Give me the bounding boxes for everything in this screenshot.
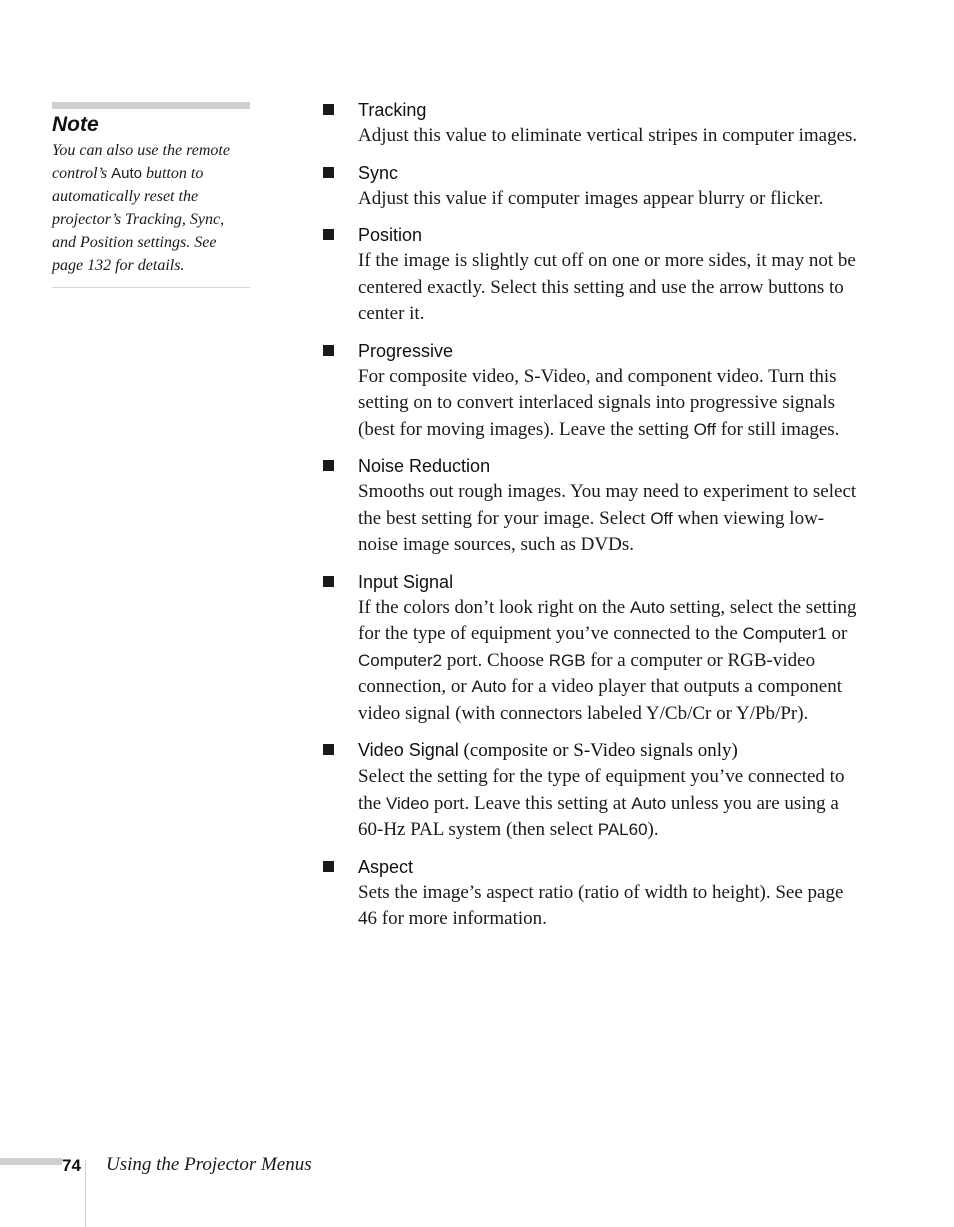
item-description bbox=[358, 479, 862, 559]
list-item-noise-reduction bbox=[322, 453, 862, 559]
ui-term: Auto bbox=[111, 165, 142, 182]
list-item-aspect bbox=[322, 854, 862, 933]
ui-term: Auto bbox=[631, 793, 667, 813]
item-description bbox=[358, 764, 862, 844]
item-description bbox=[358, 248, 862, 328]
text-run: for still images. bbox=[715, 418, 840, 440]
item-description bbox=[358, 364, 862, 444]
ui-term: Auto bbox=[471, 677, 507, 696]
item-title: Progressive bbox=[358, 340, 454, 361]
item-description bbox=[358, 186, 862, 213]
section-title: Using the Projector Menus bbox=[106, 1154, 312, 1175]
square-bullet-icon bbox=[323, 460, 334, 471]
ui-term: Computer1 bbox=[742, 624, 827, 643]
text-run: or bbox=[826, 623, 848, 644]
square-bullet-icon bbox=[323, 861, 334, 872]
ui-term: PAL60 bbox=[597, 820, 648, 839]
item-title: Sync bbox=[358, 162, 399, 183]
note-title: Note bbox=[52, 113, 99, 136]
text-run: Sets the image’s aspect ratio (ratio of width to height). See page 46 for more information. bbox=[358, 881, 844, 929]
page-number: 74 bbox=[62, 1156, 81, 1175]
list-item-input-signal bbox=[322, 569, 862, 728]
text-run: button to automatically reset the projector’s Tracking, Sync, and Position settings. See page 132 for details. bbox=[52, 165, 225, 274]
text-run: port. Choose bbox=[442, 649, 549, 671]
text-run: unless you are using a 60-Hz PAL system (then select bbox=[358, 792, 839, 840]
item-description bbox=[358, 880, 862, 933]
footer-divider bbox=[85, 1160, 86, 1227]
ui-term: RGB bbox=[548, 650, 586, 670]
text-run: Adjust this value to eliminate vertical stripes in computer images. bbox=[358, 125, 858, 146]
square-bullet-icon bbox=[323, 345, 334, 356]
list-item-video-signal bbox=[322, 737, 862, 844]
text-run: If the colors don’t look right on the bbox=[358, 596, 630, 618]
square-bullet-icon bbox=[323, 229, 334, 240]
item-title: Input Signal bbox=[358, 571, 454, 592]
text-run: Select the setting for the type of equipment you’ve connected to the bbox=[358, 766, 845, 814]
item-description bbox=[358, 123, 862, 150]
note-sidebar bbox=[52, 102, 250, 288]
list-item-progressive bbox=[322, 338, 862, 444]
list-item-sync bbox=[322, 160, 862, 213]
item-title: Tracking bbox=[358, 100, 427, 120]
note-body bbox=[52, 139, 250, 277]
square-bullet-icon bbox=[323, 167, 334, 178]
item-title: Position bbox=[358, 225, 423, 245]
ui-term: Off bbox=[693, 419, 716, 439]
note-top-bar bbox=[52, 102, 250, 109]
item-description bbox=[358, 595, 862, 728]
square-bullet-icon bbox=[323, 104, 334, 115]
text-run: ). bbox=[647, 819, 659, 840]
text-run: Smooths out rough images. You may need to experiment to select the best setting for your image. Select bbox=[358, 481, 857, 529]
ui-term: Computer2 bbox=[358, 650, 443, 670]
text-run: If the image is slightly cut off on one or more sides, it may not be centered exactly. Select this setting and use the arrow buttons to center it. bbox=[358, 250, 856, 324]
note-bottom-rule bbox=[52, 287, 250, 288]
text-run: for a video player that outputs a component video signal (with connectors labeled Y/Cb/Cr or Y/Pb/Pr). bbox=[358, 676, 842, 724]
text-run: You can also use the remote control’s bbox=[52, 142, 230, 182]
settings-list bbox=[322, 97, 862, 943]
square-bullet-icon bbox=[323, 576, 334, 587]
ui-term: Auto bbox=[629, 597, 665, 617]
square-bullet-icon bbox=[323, 744, 334, 755]
ui-term: Video bbox=[385, 793, 430, 813]
list-item-tracking bbox=[322, 97, 862, 150]
ui-term: Off bbox=[650, 508, 673, 528]
item-title: Noise Reduction bbox=[358, 456, 491, 476]
text-run: when viewing low-noise image sources, such as DVDs. bbox=[358, 507, 825, 555]
text-run: for a computer or RGB-video connection, or bbox=[358, 649, 816, 697]
text-run: Adjust this value if computer images appear blurry or flicker. bbox=[358, 187, 824, 209]
text-run: For composite video, S-Video, and component video. Turn this setting on to convert interlaced signals into progressive signals (best for moving images). Leave the setting bbox=[358, 365, 837, 440]
list-item-position bbox=[322, 222, 862, 328]
footer-bar bbox=[0, 1158, 62, 1165]
item-title: Aspect bbox=[358, 856, 414, 877]
text-run: port. Leave this setting at bbox=[429, 792, 632, 814]
item-title: Video Signal (composite or S-Video signals only) bbox=[358, 740, 738, 761]
item-title-note: (composite or S-Video signals only) bbox=[458, 740, 738, 761]
text-run: setting, select the setting for the type of equipment you’ve connected to the bbox=[358, 596, 857, 644]
